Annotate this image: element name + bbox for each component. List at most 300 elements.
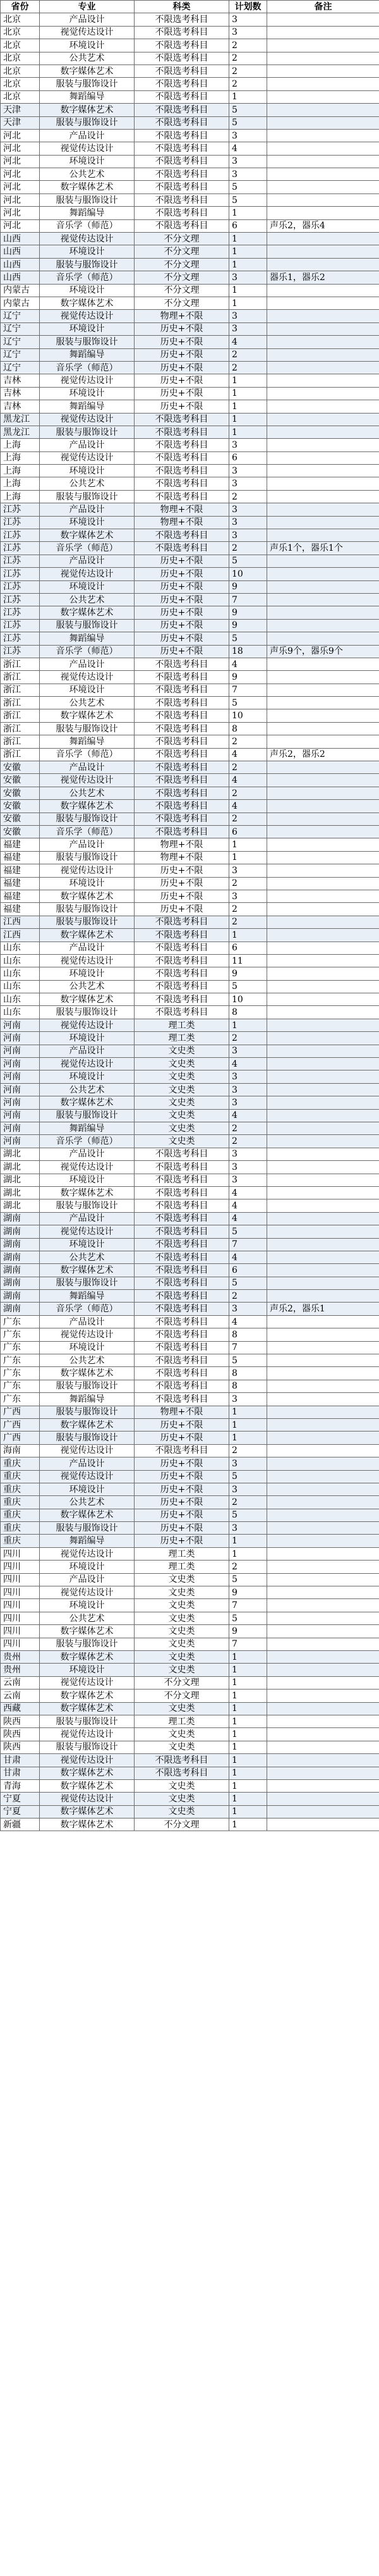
table-row xyxy=(1,1135,379,1148)
cell-count: 1 xyxy=(229,413,267,426)
cell-province: 江苏 xyxy=(1,555,40,567)
cell-note xyxy=(267,1522,379,1535)
cell-subject: 不限选考科目 xyxy=(135,980,229,993)
table-row xyxy=(1,1238,379,1251)
cell-province: 河南 xyxy=(1,1122,40,1134)
cell-province: 福建 xyxy=(1,877,40,890)
cell-subject: 物理+不限 xyxy=(135,851,229,864)
cell-note xyxy=(267,954,379,967)
cell-province: 福建 xyxy=(1,903,40,916)
cell-note xyxy=(267,787,379,799)
cell-count: 3 xyxy=(229,155,267,168)
table-row xyxy=(1,1432,379,1444)
cell-major: 环境设计 xyxy=(40,516,135,529)
cell-count: 3 xyxy=(229,1457,267,1470)
cell-count: 2 xyxy=(229,490,267,503)
cell-subject: 文史类 xyxy=(135,1805,229,1818)
cell-major: 公共艺术 xyxy=(40,1496,135,1509)
table-row xyxy=(1,310,379,322)
cell-count: 3 xyxy=(229,1045,267,1057)
cell-subject: 不分文理 xyxy=(135,1676,229,1689)
cell-major: 数字媒体艺术 xyxy=(40,529,135,542)
cell-province: 辽宁 xyxy=(1,322,40,335)
cell-count: 11 xyxy=(229,954,267,967)
cell-major: 视觉传达设计 xyxy=(40,451,135,464)
cell-subject: 历史+不限 xyxy=(135,1496,229,1509)
cell-subject: 历史+不限 xyxy=(135,1483,229,1495)
cell-province: 广西 xyxy=(1,1418,40,1431)
cell-note xyxy=(267,181,379,193)
table-row xyxy=(1,967,379,980)
cell-subject: 历史+不限 xyxy=(135,1509,229,1521)
cell-count: 2 xyxy=(229,1135,267,1148)
cell-count: 1 xyxy=(229,1767,267,1779)
cell-province: 贵州 xyxy=(1,1651,40,1664)
cell-subject: 不限选考科目 xyxy=(135,1161,229,1174)
header-row xyxy=(1,1,379,13)
table-row xyxy=(1,877,379,890)
cell-count: 1 xyxy=(229,258,267,271)
cell-count: 1 xyxy=(229,1535,267,1547)
cell-count: 2 xyxy=(229,1496,267,1509)
cell-subject: 不限选考科目 xyxy=(135,1148,229,1160)
cell-major: 产品设计 xyxy=(40,1573,135,1586)
table-row xyxy=(1,838,379,851)
cell-major: 音乐学（师范） xyxy=(40,748,135,761)
cell-subject: 历史+不限 xyxy=(135,619,229,632)
cell-province: 河北 xyxy=(1,155,40,168)
cell-count: 1 xyxy=(229,297,267,309)
table-row xyxy=(1,542,379,555)
table-row xyxy=(1,193,379,206)
cell-subject: 不限选考科目 xyxy=(135,813,229,825)
cell-note xyxy=(267,413,379,426)
cell-note xyxy=(267,439,379,451)
cell-note xyxy=(267,1793,379,1805)
cell-note xyxy=(267,1045,379,1057)
cell-count: 4 xyxy=(229,1212,267,1225)
cell-count: 3 xyxy=(229,1522,267,1535)
cell-subject: 不限选考科目 xyxy=(135,90,229,103)
cell-subject: 文史类 xyxy=(135,1599,229,1612)
cell-count: 10 xyxy=(229,568,267,580)
cell-province: 黑龙江 xyxy=(1,413,40,426)
table-row xyxy=(1,361,379,374)
table-row xyxy=(1,1264,379,1277)
cell-subject: 不限选考科目 xyxy=(135,193,229,206)
cell-major: 数字媒体艺术 xyxy=(40,1367,135,1380)
cell-major: 数字媒体艺术 xyxy=(40,1264,135,1277)
cell-major: 舞蹈编导 xyxy=(40,207,135,219)
cell-note xyxy=(267,1819,379,1831)
cell-note xyxy=(267,258,379,271)
cell-note xyxy=(267,465,379,477)
cell-subject: 不分文理 xyxy=(135,297,229,309)
cell-major: 环境设计 xyxy=(40,1341,135,1354)
cell-note xyxy=(267,709,379,722)
cell-subject: 历史+不限 xyxy=(135,1535,229,1547)
table-row xyxy=(1,477,379,490)
cell-province: 湖北 xyxy=(1,1174,40,1186)
table-row xyxy=(1,490,379,503)
cell-province: 湖南 xyxy=(1,1290,40,1303)
table-row xyxy=(1,26,379,39)
cell-major: 数字媒体艺术 xyxy=(40,993,135,1006)
cell-count: 3 xyxy=(229,1148,267,1160)
cell-subject: 不限选考科目 xyxy=(135,1186,229,1199)
cell-count: 1 xyxy=(229,1702,267,1715)
table-row xyxy=(1,1058,379,1070)
cell-subject: 不限选考科目 xyxy=(135,465,229,477)
cell-note xyxy=(267,1109,379,1122)
cell-major: 服装与服饰设计 xyxy=(40,1741,135,1753)
table-row xyxy=(1,1612,379,1624)
cell-province: 河南 xyxy=(1,1135,40,1148)
cell-subject: 不限选考科目 xyxy=(135,735,229,748)
cell-province: 福建 xyxy=(1,851,40,864)
cell-major: 环境设计 xyxy=(40,877,135,890)
cell-major: 音乐学（师范） xyxy=(40,542,135,555)
cell-count: 4 xyxy=(229,1199,267,1212)
cell-note: 声乐2，器乐1 xyxy=(267,1303,379,1315)
table-row xyxy=(1,1767,379,1779)
cell-major: 公共艺术 xyxy=(40,1612,135,1624)
table-row xyxy=(1,529,379,542)
cell-note: 声乐2，器乐2 xyxy=(267,748,379,761)
cell-major: 舞蹈编导 xyxy=(40,1122,135,1134)
cell-count: 3 xyxy=(229,439,267,451)
table-row xyxy=(1,1522,379,1535)
cell-province: 北京 xyxy=(1,52,40,64)
cell-province: 安徽 xyxy=(1,761,40,774)
cell-major: 视觉传达设计 xyxy=(40,1470,135,1483)
table-row xyxy=(1,1418,379,1431)
table-row xyxy=(1,697,379,709)
cell-count: 5 xyxy=(229,555,267,567)
cell-province: 河北 xyxy=(1,142,40,155)
cell-province: 广东 xyxy=(1,1315,40,1328)
cell-province: 天津 xyxy=(1,116,40,129)
cell-note xyxy=(267,284,379,297)
cell-note xyxy=(267,529,379,542)
table-row xyxy=(1,722,379,735)
cell-count: 6 xyxy=(229,941,267,954)
cell-major: 环境设计 xyxy=(40,322,135,335)
cell-province: 重庆 xyxy=(1,1522,40,1535)
table-row xyxy=(1,1161,379,1174)
cell-count: 5 xyxy=(229,1573,267,1586)
cell-subject: 物理+不限 xyxy=(135,503,229,516)
table-row xyxy=(1,1535,379,1547)
cell-province: 重庆 xyxy=(1,1509,40,1521)
cell-major: 公共艺术 xyxy=(40,477,135,490)
cell-note xyxy=(267,1238,379,1251)
cell-province: 海南 xyxy=(1,1444,40,1457)
cell-province: 陕西 xyxy=(1,1715,40,1727)
cell-major: 视觉传达设计 xyxy=(40,1328,135,1341)
cell-province: 江苏 xyxy=(1,580,40,593)
cell-subject: 不限选考科目 xyxy=(135,1315,229,1328)
cell-province: 山东 xyxy=(1,941,40,954)
cell-province: 江苏 xyxy=(1,619,40,632)
cell-count: 9 xyxy=(229,606,267,619)
table-row xyxy=(1,1341,379,1354)
table-row xyxy=(1,1676,379,1689)
cell-subject: 历史+不限 xyxy=(135,606,229,619)
cell-major: 视觉传达设计 xyxy=(40,1793,135,1805)
cell-count: 3 xyxy=(229,1483,267,1495)
cell-note xyxy=(267,1161,379,1174)
cell-province: 甘肃 xyxy=(1,1767,40,1779)
cell-subject: 文史类 xyxy=(135,1625,229,1638)
cell-major: 音乐学（师范） xyxy=(40,361,135,374)
cell-province: 江苏 xyxy=(1,606,40,619)
cell-province: 河南 xyxy=(1,1058,40,1070)
cell-count: 3 xyxy=(229,322,267,335)
cell-province: 安徽 xyxy=(1,813,40,825)
cell-note xyxy=(267,1006,379,1019)
cell-count: 2 xyxy=(229,1561,267,1573)
cell-subject: 历史+不限 xyxy=(135,568,229,580)
table-row xyxy=(1,155,379,168)
cell-note xyxy=(267,1651,379,1664)
cell-count: 10 xyxy=(229,709,267,722)
cell-major: 视觉传达设计 xyxy=(40,310,135,322)
cell-province: 上海 xyxy=(1,439,40,451)
cell-count: 1 xyxy=(229,1728,267,1741)
cell-note xyxy=(267,1083,379,1096)
table-row xyxy=(1,980,379,993)
cell-major: 音乐学（师范） xyxy=(40,645,135,658)
cell-province: 湖北 xyxy=(1,1148,40,1160)
cell-subject: 不限选考科目 xyxy=(135,1290,229,1303)
cell-subject: 文史类 xyxy=(135,1083,229,1096)
cell-province: 四川 xyxy=(1,1573,40,1586)
cell-subject: 文史类 xyxy=(135,1109,229,1122)
cell-major: 公共艺术 xyxy=(40,787,135,799)
cell-major: 环境设计 xyxy=(40,1664,135,1676)
table-row xyxy=(1,1251,379,1263)
cell-subject: 不限选考科目 xyxy=(135,52,229,64)
cell-province: 天津 xyxy=(1,104,40,116)
table-row xyxy=(1,1019,379,1031)
cell-province: 安徽 xyxy=(1,774,40,787)
cell-province: 湖南 xyxy=(1,1277,40,1289)
table-row xyxy=(1,890,379,902)
cell-subject: 不限选考科目 xyxy=(135,941,229,954)
cell-count: 1 xyxy=(229,207,267,219)
table-row xyxy=(1,800,379,813)
cell-major: 环境设计 xyxy=(40,967,135,980)
cell-count: 3 xyxy=(229,1083,267,1096)
cell-count: 3 xyxy=(229,503,267,516)
cell-major: 产品设计 xyxy=(40,1212,135,1225)
header-count: 计划数 xyxy=(229,1,267,13)
table-row xyxy=(1,297,379,309)
cell-count: 3 xyxy=(229,477,267,490)
cell-subject: 不限选考科目 xyxy=(135,529,229,542)
cell-subject: 理工类 xyxy=(135,1019,229,1031)
cell-subject: 不限选考科目 xyxy=(135,748,229,761)
cell-count: 8 xyxy=(229,1006,267,1019)
cell-province: 四川 xyxy=(1,1625,40,1638)
cell-count: 4 xyxy=(229,1251,267,1263)
cell-province: 广西 xyxy=(1,1406,40,1418)
cell-count: 3 xyxy=(229,1303,267,1315)
table-row xyxy=(1,1805,379,1818)
cell-major: 数字媒体艺术 xyxy=(40,800,135,813)
cell-major: 服装与服饰设计 xyxy=(40,1199,135,1212)
table-row xyxy=(1,1690,379,1702)
cell-province: 山西 xyxy=(1,271,40,284)
cell-province: 安徽 xyxy=(1,787,40,799)
cell-major: 数字媒体艺术 xyxy=(40,1819,135,1831)
cell-count: 1 xyxy=(229,245,267,258)
cell-count: 4 xyxy=(229,336,267,348)
cell-note xyxy=(267,606,379,619)
cell-note xyxy=(267,774,379,787)
cell-note xyxy=(267,735,379,748)
table-row xyxy=(1,1367,379,1380)
cell-note xyxy=(267,1354,379,1367)
cell-subject: 不限选考科目 xyxy=(135,787,229,799)
table-row xyxy=(1,1793,379,1805)
table-row xyxy=(1,1483,379,1495)
cell-count: 2 xyxy=(229,1290,267,1303)
cell-province: 云南 xyxy=(1,1690,40,1702)
cell-province: 福建 xyxy=(1,864,40,877)
cell-province: 新疆 xyxy=(1,1819,40,1831)
cell-count: 1 xyxy=(229,1819,267,1831)
cell-note xyxy=(267,1509,379,1521)
cell-major: 服装与服饰设计 xyxy=(40,1432,135,1444)
cell-subject: 不限选考科目 xyxy=(135,1199,229,1212)
cell-subject: 理工类 xyxy=(135,1715,229,1727)
cell-count: 1 xyxy=(229,1547,267,1560)
cell-province: 浙江 xyxy=(1,697,40,709)
cell-subject: 历史+不限 xyxy=(135,400,229,413)
table-row xyxy=(1,168,379,181)
cell-subject: 物理+不限 xyxy=(135,310,229,322)
header-province: 省份 xyxy=(1,1,40,13)
cell-note xyxy=(267,1264,379,1277)
cell-count: 3 xyxy=(229,1161,267,1174)
cell-province: 北京 xyxy=(1,13,40,26)
table-row xyxy=(1,774,379,787)
cell-count: 6 xyxy=(229,219,267,232)
cell-subject: 不限选考科目 xyxy=(135,1225,229,1238)
cell-count: 4 xyxy=(229,142,267,155)
cell-note xyxy=(267,322,379,335)
cell-count: 2 xyxy=(229,542,267,555)
cell-note xyxy=(267,1676,379,1689)
cell-count: 3 xyxy=(229,310,267,322)
cell-major: 视觉传达设计 xyxy=(40,954,135,967)
cell-count: 3 xyxy=(229,1174,267,1186)
table-row xyxy=(1,593,379,606)
table-row xyxy=(1,658,379,670)
cell-province: 河北 xyxy=(1,219,40,232)
cell-subject: 不限选考科目 xyxy=(135,722,229,735)
cell-major: 产品设计 xyxy=(40,439,135,451)
cell-subject: 不限选考科目 xyxy=(135,774,229,787)
cell-count: 1 xyxy=(229,387,267,400)
cell-province: 浙江 xyxy=(1,735,40,748)
cell-note xyxy=(267,39,379,52)
cell-count: 1 xyxy=(229,1432,267,1444)
cell-subject: 物理+不限 xyxy=(135,516,229,529)
table-row xyxy=(1,787,379,799)
cell-note xyxy=(267,13,379,26)
cell-note xyxy=(267,1638,379,1650)
table-row xyxy=(1,39,379,52)
cell-count: 2 xyxy=(229,761,267,774)
cell-count: 6 xyxy=(229,451,267,464)
cell-count: 4 xyxy=(229,1186,267,1199)
cell-major: 数字媒体艺术 xyxy=(40,1702,135,1715)
cell-note xyxy=(267,374,379,387)
cell-major: 公共艺术 xyxy=(40,980,135,993)
cell-note xyxy=(267,1767,379,1779)
cell-note xyxy=(267,90,379,103)
cell-note xyxy=(267,336,379,348)
cell-major: 环境设计 xyxy=(40,465,135,477)
cell-major: 视觉传达设计 xyxy=(40,1225,135,1238)
cell-subject: 理工类 xyxy=(135,1547,229,1560)
table-row xyxy=(1,1303,379,1315)
cell-subject: 不限选考科目 xyxy=(135,709,229,722)
cell-major: 视觉传达设计 xyxy=(40,1161,135,1174)
cell-subject: 历史+不限 xyxy=(135,890,229,902)
cell-subject: 文史类 xyxy=(135,1058,229,1070)
cell-province: 重庆 xyxy=(1,1496,40,1509)
cell-note xyxy=(267,1225,379,1238)
cell-count: 1 xyxy=(229,374,267,387)
cell-major: 音乐学（师范） xyxy=(40,1303,135,1315)
cell-subject: 不限选考科目 xyxy=(135,451,229,464)
cell-province: 陕西 xyxy=(1,1741,40,1753)
cell-province: 江苏 xyxy=(1,593,40,606)
cell-province: 河北 xyxy=(1,181,40,193)
table-row xyxy=(1,233,379,245)
cell-subject: 不限选考科目 xyxy=(135,1264,229,1277)
table-row xyxy=(1,426,379,438)
cell-province: 山东 xyxy=(1,980,40,993)
cell-major: 数字媒体艺术 xyxy=(40,1186,135,1199)
cell-count: 9 xyxy=(229,580,267,593)
cell-note xyxy=(267,1599,379,1612)
cell-count: 8 xyxy=(229,722,267,735)
cell-province: 广东 xyxy=(1,1393,40,1406)
cell-count: 7 xyxy=(229,1638,267,1650)
table-row xyxy=(1,104,379,116)
cell-major: 视觉传达设计 xyxy=(40,1444,135,1457)
cell-province: 河南 xyxy=(1,1096,40,1109)
cell-subject: 不限选考科目 xyxy=(135,413,229,426)
cell-note xyxy=(267,1715,379,1727)
cell-note xyxy=(267,1690,379,1702)
cell-province: 贵州 xyxy=(1,1664,40,1676)
table-row xyxy=(1,1186,379,1199)
cell-count: 5 xyxy=(229,980,267,993)
cell-major: 视觉传达设计 xyxy=(40,374,135,387)
cell-count: 1 xyxy=(229,1406,267,1418)
cell-province: 辽宁 xyxy=(1,348,40,361)
cell-note: 声乐2，器乐4 xyxy=(267,219,379,232)
cell-major: 视觉传达设计 xyxy=(40,671,135,684)
cell-subject: 不限选考科目 xyxy=(135,954,229,967)
cell-major: 产品设计 xyxy=(40,838,135,851)
